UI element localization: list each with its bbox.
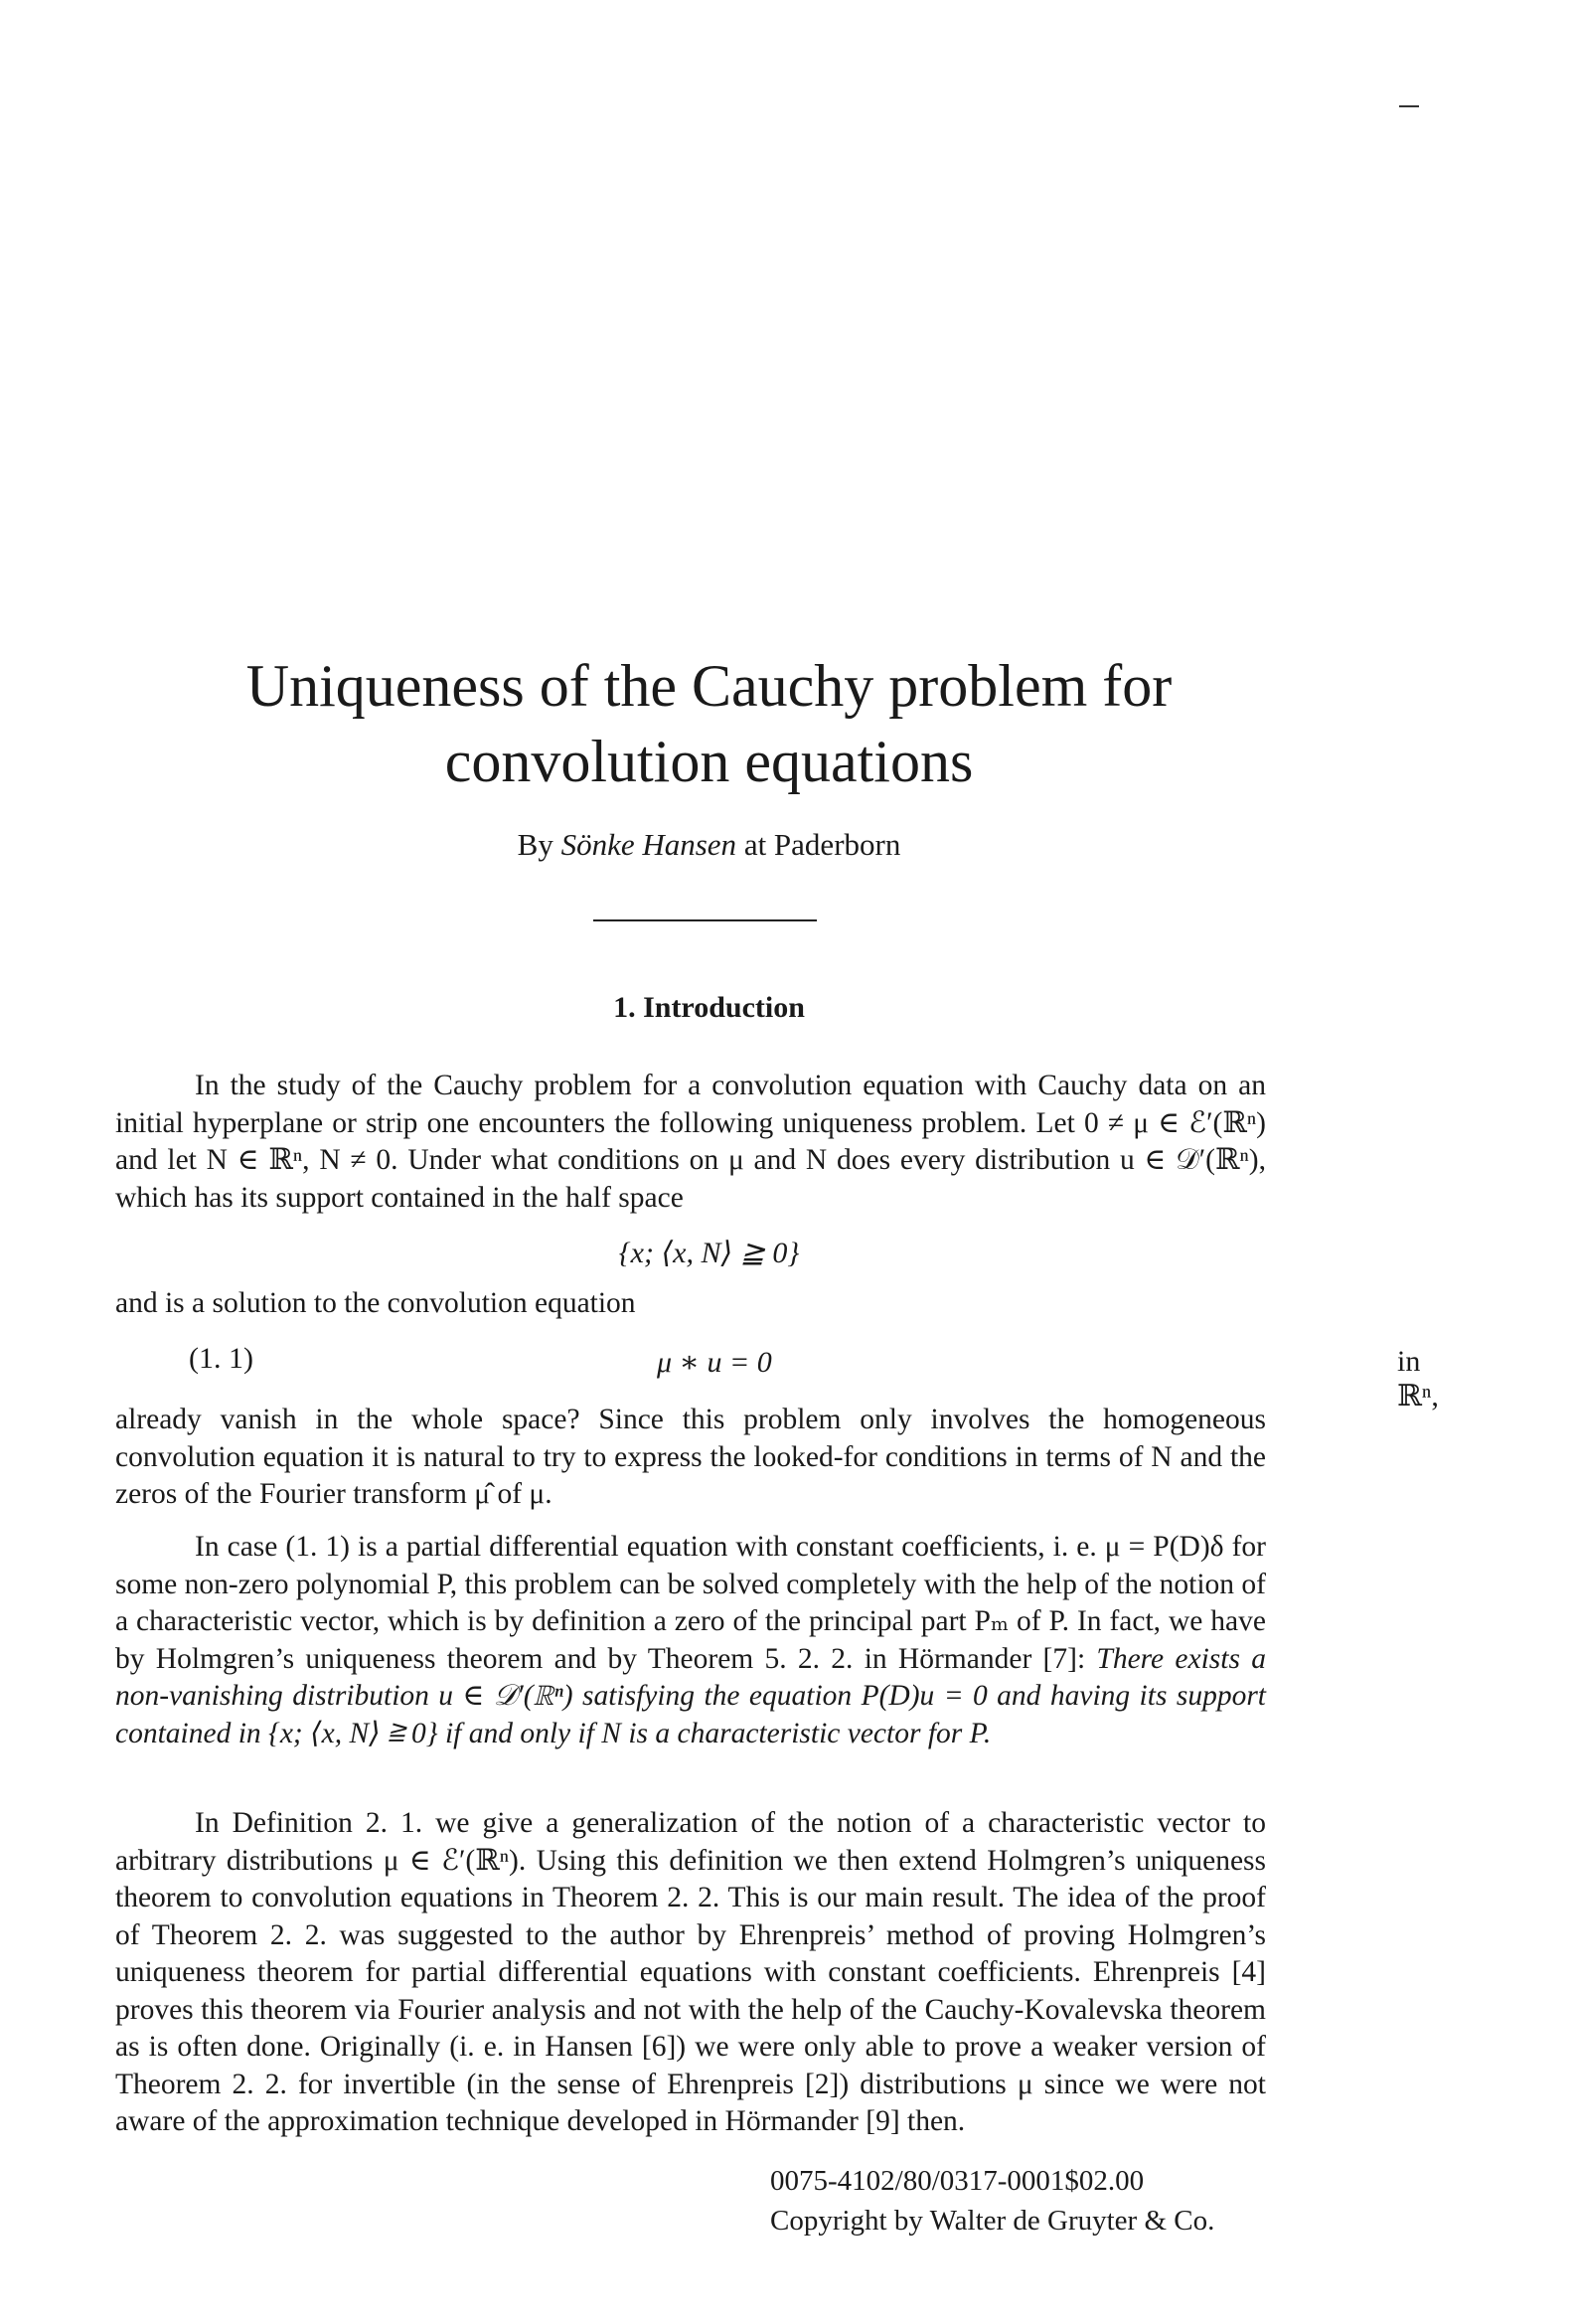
byline-place: at Paderborn <box>743 827 901 862</box>
paragraph-2 <box>115 1529 1266 1752</box>
author-name: Sönke Hansen <box>560 827 737 862</box>
corner-mark <box>1399 105 1419 107</box>
byline-by: By <box>517 827 553 862</box>
title-line-1: Uniqueness of the Cauchy problem for <box>245 653 1173 719</box>
title-line-2: convolution equations <box>444 729 974 794</box>
paragraph-2-text: In case (1. 1) is a partial differential equation with constant coefficients, i. e. μ = P(D)δ for some non-zero polynomial P, this problem can be solved completely with the help of the notion of a characteristic vector, which is by definition a zero of the principal part Pₘ of P. In fact, we have by Holmgren’s uniqueness theorem and by Theorem 5. 2. 2. in Hörmander [7]: <box>115 1531 1266 1675</box>
paragraph-3: In Definition 2. 1. we give a generalization of the notion of a characteristic vector to arbitrary distributions μ ∈ ℰ′(ℝⁿ). Using this definition we then extend Holmgren’s uniqueness theorem to convolution equations in Theorem 2. 2. This is our main result. The idea of the proof of Theorem 2. 2. was suggested to the author by Ehrenpreis’ method of proving Holmgren’s uniqueness theorem for partial differential equations with constant coefficients. Ehrenpreis [4] proves this theorem via Fourier analysis and not with the help of the Cauchy-Kovalevska theorem as is often done. Originally (i. e. in Hansen [6]) we were only able to prove a weaker version of Theorem 2. 2. for invertible (in the sense of Ehrenpreis [2]) distributions μ since we were not aware of the approximation technique developed in Hörmander [9] then. <box>115 1807 1266 2137</box>
equation-body: μ ∗ u = 0 <box>657 1346 772 1379</box>
paragraph-1a: In the study of the Cauchy problem for a convolution equation with Cauchy data on an initial hyperplane or strip one encounters the following uniqueness problem. Let 0 ≠ μ ∈ ℰ′(ℝⁿ) and let N ∈ ℝⁿ, N ≠ 0. Under what conditions on μ and N does every distribution u ∈ 𝒟′(ℝⁿ), which has its support contained in the half space <box>115 1070 1266 1214</box>
section-title: Introduction <box>643 991 805 1024</box>
paper-title <box>149 648 1269 799</box>
section-heading <box>0 991 1418 1025</box>
holmgren-theorem-statement: There exists a non-vanishing distribution u ∈ 𝒟′(ℝⁿ) satisfying the equation P(D)u = 0 and having its support contained in {x; ⟨x, N⟩ ≧ 0} if and only if N is a characteristic vector for P. <box>115 1642 1266 1749</box>
article-code: 0075-4102/80/0317-0001$02.00 <box>770 2165 1145 2197</box>
paragraph-1c: already vanish in the whole space? Since this problem only involves the homogeneous convolution equation it is natural to try to express the looked-for conditions in terms of N and the zeros of the Fourier transform μ̂ of μ. <box>115 1404 1266 1510</box>
paragraph-1b: and is a solution to the convolution equation <box>115 1287 636 1319</box>
divider-rule <box>593 919 817 921</box>
byline <box>0 827 1418 863</box>
page-footer <box>770 2161 1214 2241</box>
section-number: 1. <box>613 991 636 1024</box>
copyright-notice: Copyright by Walter de Gruyter & Co. <box>770 2205 1215 2237</box>
equation-number: (1. 1) <box>189 1342 253 1375</box>
equation-domain: in ℝⁿ, <box>1397 1345 1439 1412</box>
half-space-formula: {x; ⟨x, N⟩ ≧ 0} <box>618 1237 800 1269</box>
